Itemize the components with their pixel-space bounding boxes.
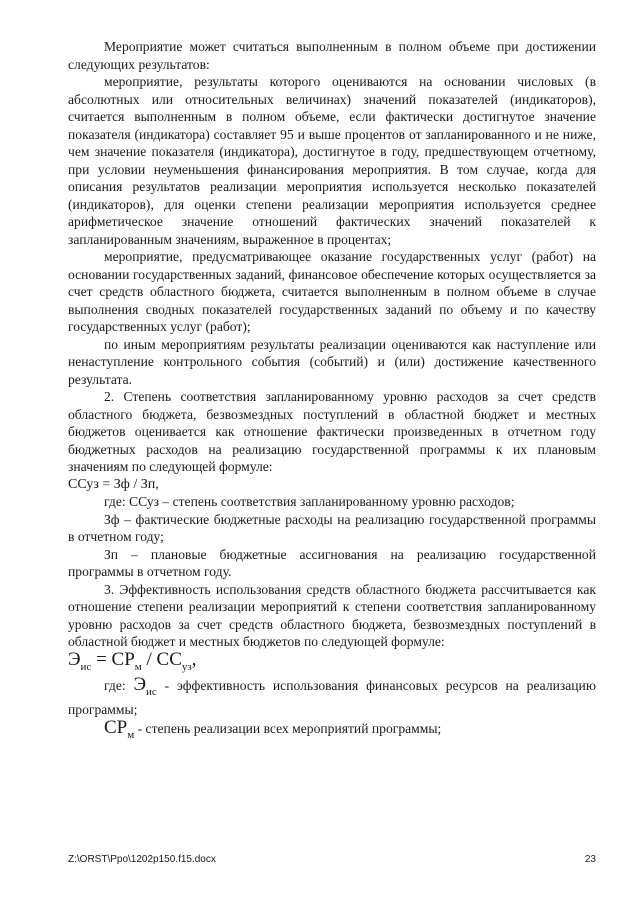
footer-page-number: 23 bbox=[584, 854, 596, 865]
paragraph-definition-crm: $СР_м$ - степень реализации всех мероприятий программы; bbox=[104, 716, 442, 741]
formula-cr: $СР_м$ bbox=[111, 648, 142, 673]
paragraph-intro: Мероприятие может считаться выполненным в полном объеме при достижении следующих результатов: bbox=[68, 39, 596, 72]
formula-comma: , bbox=[191, 648, 197, 670]
paragraph-other-measures: по иным мероприятиям результаты реализации оцениваются как наступление или ненаступление контрольного события (событий) и (или) достижение качественного результата. bbox=[68, 336, 596, 387]
formula-cc: $СС_{уз}$ bbox=[156, 648, 192, 673]
paragraph-definition-eis: где: $Э_{ис}$ - эффективность использования финансовых ресурсов на реализацию программы; bbox=[68, 673, 596, 718]
paragraph-state-services: мероприятие, предусматривающее оказание государственных услуг (работ) на основании государственных заданий, финансовое обеспечение которых осуществляется за счет средств областного бюджета, считается выполненным в полном объеме в случае выполнения сводных показателей государственных заданий по объему и по качеству государственных услуг (работ); bbox=[68, 249, 596, 334]
paragraph-expense-level: 2. Степень соответствия запланированному уровню расходов за счет средств областного бюджета, безвозмездных поступлений в областной бюджет и местных бюджетов оценивается как отношение фактически произведенных в отчетном году бюджетных расходов на реализацию государственной программы к их плановым значениям по следующей формуле: bbox=[68, 389, 596, 474]
paragraph-numeric-results: мероприятие, результаты которого оцениваются на основании числовых (в абсолютных или относительных величинах) значений показателей (индикаторов), считается выполненным в полном объеме, если фактически достигнутое значение показателя (индикатора) составляет 95 и выше процентов от запланированного и не ниже, чем значение показателя (индикатора), достигнутое в году, предшествующем отчетному, при условии неуменьшения финансирования мероприятия. В том случае, когда для описания результатов реализации мероприятия используется несколько показателей (индикаторов), для оценки степени реализации мероприятия используется среднее арифметическое значение отношений фактических значений показателей к запланированным значениям, выраженное в процентах; bbox=[68, 74, 596, 247]
symbol-eis: $Э_{ис}$ bbox=[133, 673, 157, 698]
paragraph-definition-zp: Зп – плановые бюджетные ассигнования на реализацию государственной программы в отчетном году. bbox=[68, 546, 596, 579]
paragraph-definition-ccuz: где: ССуз – степень соответствия запланированному уровню расходов; bbox=[104, 494, 515, 509]
formula-efficiency bbox=[68, 648, 596, 676]
document-body bbox=[68, 38, 596, 744]
formula-equals: = bbox=[91, 648, 112, 670]
paragraph-efficiency: 3. Эффективность использования средств областного бюджета рассчитывается как отношение степени реализации мероприятий к степени соответствия запланированному уровню расходов за счет средств областного бюджета, безвозмездных поступлений в областной бюджет и местных бюджетов по следующей формуле: bbox=[68, 581, 596, 649]
symbol-crm: $СР_м$ bbox=[104, 716, 135, 741]
formula-divide: / bbox=[141, 648, 157, 670]
footer-file-path: Z:\ORST\Ppo\1202p150.f15.docx bbox=[68, 854, 216, 865]
paragraph-definition-zf: Зф – фактические бюджетные расходы на реализацию государственной программы в отчетном году; bbox=[68, 511, 596, 544]
formula-expense-level: ССуз = Зф / Зп, bbox=[68, 476, 159, 492]
formula-e: $Э_{ис}$ bbox=[68, 648, 92, 673]
